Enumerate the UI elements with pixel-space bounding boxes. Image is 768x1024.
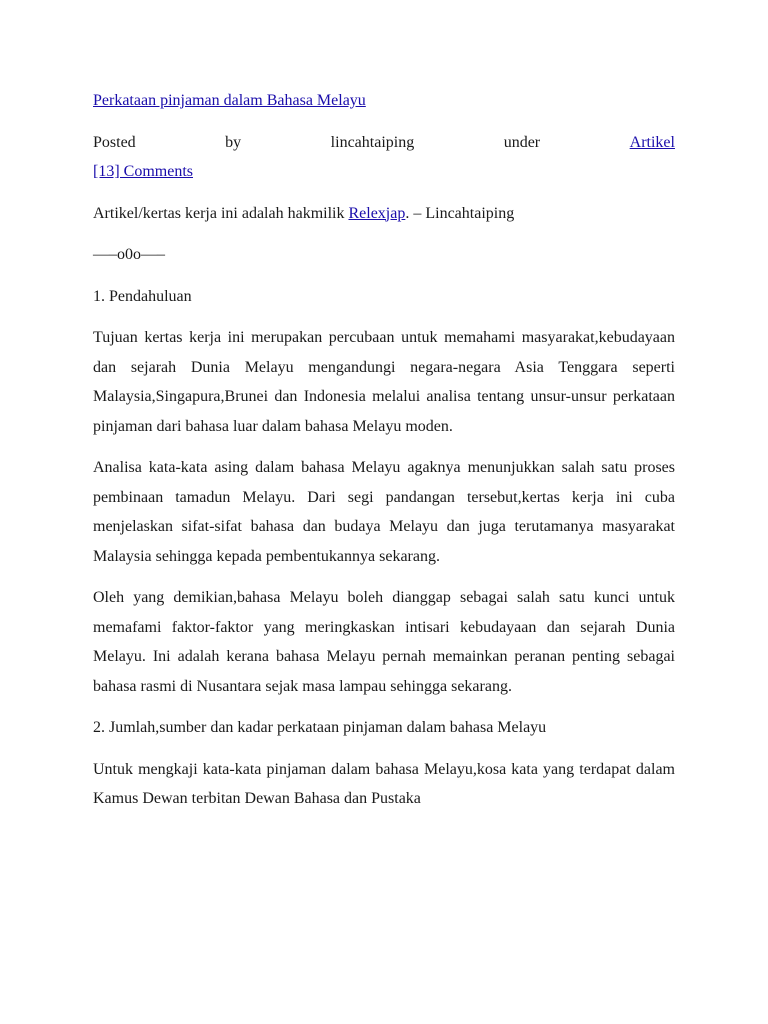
- article-title: [93, 86, 675, 116]
- author-name: lincahtaiping: [330, 133, 415, 151]
- paragraph-2: Analisa kata-kata asing dalam bahasa Melayu agaknya menunjukkan salah satu proses pembinaan tamadun Melayu. Dari segi pandangan tersebut,kertas kerja ini cuba menjelaskan sifat-sifat bahasa dan budaya Melayu dan juga terutamanya masyarakat Malaysia sehingga kepada pembentukannya sekarang.: [93, 459, 675, 565]
- relexjap-link[interactable]: Relexjap: [348, 204, 406, 222]
- paragraph-4: Untuk mengkaji kata-kata pinjaman dalam bahasa Melayu,kosa kata yang terdapat dalam Kamus Dewan terbitan Dewan Bahasa dan Pustaka: [93, 760, 675, 807]
- paragraph-3: Oleh yang demikian,bahasa Melayu boleh dianggap sebagai salah satu kunci untuk memafami faktor-faktor yang meringkaskan intisari kebudayaan dan sejarah Dunia Melayu. Ini adalah kerana bahasa Melayu pernah memainkan peranan penting sebagai bahasa rasmi di Nusantara sejak masa lampau sehingga sekarang.: [93, 589, 675, 695]
- copyright-text-before: Artikel/kertas kerja ini adalah hakmilik: [93, 204, 349, 222]
- comments-link[interactable]: [13] Comments: [93, 163, 193, 180]
- article: [93, 86, 675, 826]
- section-heading-2: 2. Jumlah,sumber dan kadar perkataan pinjaman dalam bahasa Melayu: [93, 719, 547, 736]
- post-meta: [93, 128, 675, 187]
- article-title-link[interactable]: Perkataan pinjaman dalam Bahasa Melayu: [93, 92, 366, 109]
- separator: —–o0o—–: [93, 246, 165, 263]
- section-heading-1: 1. Pendahuluan: [93, 287, 192, 305]
- paragraph-1: Tujuan kertas kerja ini merupakan percubaan untuk memahami masyarakat,kebudayaan dan sejarah Dunia Melayu mengandungi negara-negara Asia Tenggara seperti Malaysia,Singapura,Brunei dan Indonesia melalui analisa tentang unsur-unsur perkataan pinjaman dari bahasa luar dalam bahasa Melayu moden.: [93, 329, 675, 435]
- copyright-notice: [93, 199, 675, 229]
- copyright-text-after: . – Lincahtaiping: [405, 204, 515, 222]
- category-link[interactable]: Artikel: [629, 133, 675, 151]
- posted-line: [93, 128, 675, 158]
- posted-label: Posted: [93, 133, 136, 151]
- by-label: by: [225, 133, 242, 151]
- comments-line: [93, 157, 675, 187]
- under-label: under: [503, 133, 541, 151]
